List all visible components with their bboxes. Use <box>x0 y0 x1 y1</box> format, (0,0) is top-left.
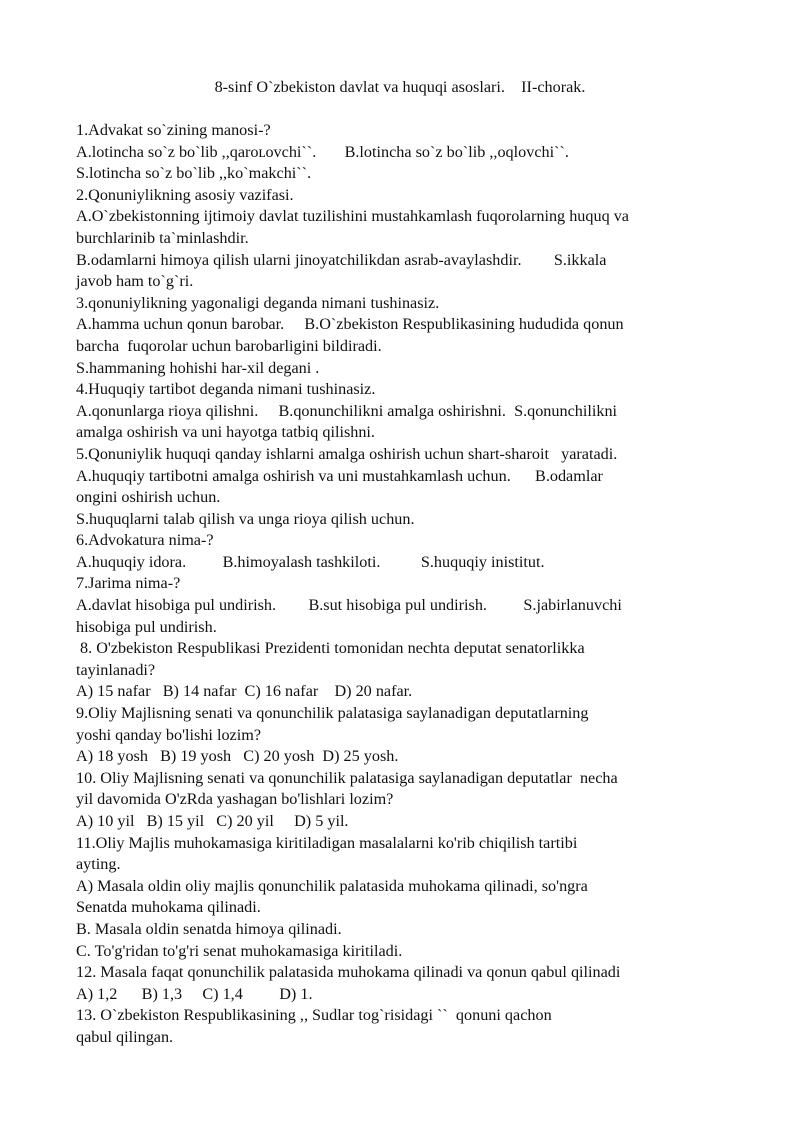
text-line: 10. Oliy Majlisning senati va qonunchilik palatasiga saylanadigan deputatlar necha <box>76 768 618 787</box>
text-line: A) 1,2 B) 1,3 C) 1,4 D) 1. <box>76 984 313 1003</box>
document-title: 8-sinf O`zbekiston davlat va huquqi asoslari. II-chorak. <box>214 78 586 96</box>
text-line: amalga oshirish va uni hayotga tatbiq qilishni. <box>76 423 375 442</box>
text-line: A.huquqiy idora. B.himoyalash tashkiloti. S.huquqiy inistitut. <box>76 552 545 571</box>
text-line: 9.Oliy Majlisning senati va qonunchilik palatasiga saylanadigan deputatlarning <box>76 704 589 723</box>
text-line: 4.Huquqiy tartibot deganda nimani tushinasiz. <box>76 380 376 399</box>
text-line: tayinlanadi? <box>76 660 156 679</box>
text-line: B. Masala oldin senatda himoya qilinadi. <box>76 919 342 938</box>
text-line: 2.Qonuniylikning asosiy vazifasi. <box>76 185 294 204</box>
text-line: A.davlat hisobiga pul undirish. B.sut hisobiga pul undirish. S.jabirlanuvchi <box>76 596 622 615</box>
text-line: 12. Masala faqat qonunchilik palatasida muhokama qilinadi va qonun qabul qilinadi <box>76 963 621 982</box>
text-line: 3.qonuniylikning yagonaligi deganda nimani tushinasiz. <box>76 293 440 312</box>
text-line: A.lotincha so`z bo`lib ,,qaroʟovchi``. B.lotincha so`z bo`lib ,,oqlovchi``. <box>76 142 569 161</box>
text-line: 5.Qonuniylik huquqi qanday ishlarni amalga oshirish uchun shart-sharoit yaratadi. <box>76 444 618 463</box>
text-line: yoshi qanday bo'lishi lozim? <box>76 725 262 744</box>
text-line: S.lotincha so`z bo`lib ,,ko`makchi``. <box>76 164 312 183</box>
text-line: burchlarinib ta`minlashdir. <box>76 228 249 247</box>
text-line: 7.Jarima nima-? <box>76 574 181 593</box>
text-line: ayting. <box>76 855 121 874</box>
text-line: qabul qilingan. <box>76 1027 174 1046</box>
text-line: A.qonunlarga rioya qilishni. B.qonunchilikni amalga oshirishni. S.qonunchilikni <box>76 401 618 420</box>
text-line: A) 10 yil B) 15 yil C) 20 yil D) 5 yil. <box>76 812 349 830</box>
text-line: A) 18 yosh B) 19 yosh C) 20 yosh D) 25 yosh. <box>76 747 399 766</box>
text-line: A.O`zbekistonning ijtimoiy davlat tuzilishini mustahkamlash fuqorolarning huquq va <box>76 207 629 226</box>
text-line: 8. O'zbekiston Respublikasi Prezidenti tomonidan nechta deputat senatorlikka <box>76 639 585 658</box>
text-line: javob ham to`g`ri. <box>76 272 194 291</box>
text-line: hisobiga pul undirish. <box>76 617 217 636</box>
document-body <box>76 120 736 1049</box>
text-line: B.odamlarni himoya qilish ularni jinoyatchilikdan asrab-avaylashdir. S.ikkala <box>76 250 607 269</box>
text-line: 6.Advokatura nima-? <box>76 531 214 550</box>
text-line: A.hamma uchun qonun barobar. B.O`zbekiston Respublikasining hududida qonun <box>76 315 624 334</box>
text-line: S.hammaning hohishi har-xil degani . <box>76 358 320 377</box>
text-line: 11.Oliy Majlis muhokamasiga kiritiladigan masalalarni ko'rib chiqilish tartibi <box>76 833 578 852</box>
text-line: C. To'g'ridan to'g'ri senat muhokamasiga kiritiladi. <box>76 941 403 960</box>
text-line: A) 15 nafar B) 14 nafar C) 16 nafar D) 20 nafar. <box>76 682 413 701</box>
text-line: A.huquqiy tartibotni amalga oshirish va uni mustahkamlash uchun. B.odamlar <box>76 466 603 485</box>
text-line: 1.Advakat so`zining manosi-? <box>76 121 271 139</box>
text-line: ongini oshirish uchun. <box>76 488 221 507</box>
text-line: Senatda muhokama qilinadi. <box>76 898 261 917</box>
text-line: 13. O`zbekiston Respublikasining ,, Sudlar tog`risidagi `` qonuni qachon <box>76 1006 552 1025</box>
text-line: barcha fuqorolar uchun barobarligini bildiradi. <box>76 336 382 355</box>
text-line: A) Masala oldin oliy majlis qonunchilik palatasida muhokama qilinadi, so'ngra <box>76 876 588 895</box>
text-line: yil davomida O'zRda yashagan bo'lishlari lozim? <box>76 790 394 809</box>
text-line: S.huquqlarni talab qilish va unga rioya qilish uchun. <box>76 509 415 528</box>
